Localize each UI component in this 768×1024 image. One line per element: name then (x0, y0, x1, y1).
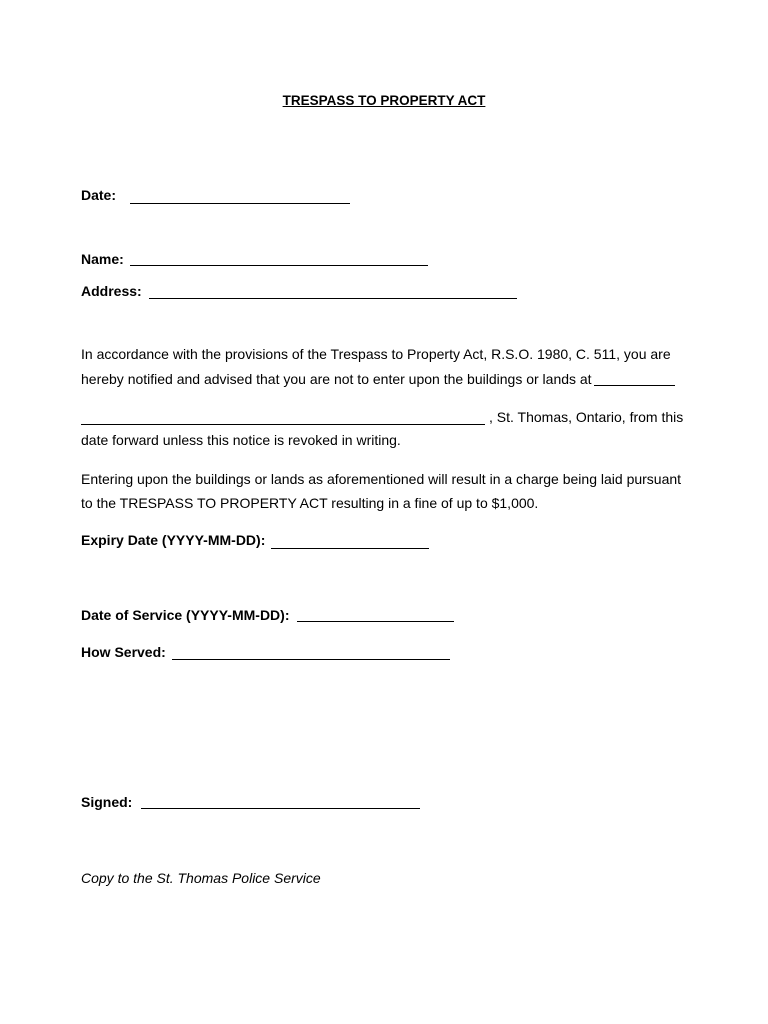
document-title: TRESPASS TO PROPERTY ACT (282, 93, 486, 108)
copy-note: Copy to the St. Thomas Police Service (81, 870, 321, 886)
paragraph1-line3-suffix: , St. Thomas, Ontario, from this (489, 409, 684, 425)
paragraph2-line1: Entering upon the buildings or lands as aforementioned will result in a charge being laid pursuant (81, 471, 682, 487)
date-of-service-field-line[interactable] (297, 621, 454, 622)
name-label: Name: (81, 251, 124, 267)
how-served-label: How Served: (81, 644, 166, 660)
signed-label: Signed: (81, 794, 133, 810)
date-label: Date: (81, 187, 117, 203)
date-field-line[interactable] (130, 203, 350, 204)
location-field-line-a[interactable] (594, 385, 675, 386)
paragraph1-line1: In accordance with the provisions of the Trespass to Property Act, R.S.O. 1980, C. 511, you are (81, 346, 671, 362)
name-field-line[interactable] (130, 265, 428, 266)
paragraph1-line4: date forward unless this notice is revoked in writing. (81, 432, 401, 448)
date-of-service-label: Date of Service (YYYY-MM-DD): (81, 607, 290, 623)
expiry-date-label: Expiry Date (YYYY-MM-DD): (81, 532, 266, 548)
address-label: Address: (81, 283, 142, 299)
address-field-line[interactable] (149, 298, 517, 299)
location-field-line-b[interactable] (81, 424, 485, 425)
paragraph1-line2: hereby notified and advised that you are not to enter upon the buildings or lands at (81, 371, 592, 387)
expiry-date-field-line[interactable] (271, 548, 429, 549)
paragraph2-line2: to the TRESPASS TO PROPERTY ACT resulting in a fine of up to $1,000. (81, 495, 539, 511)
how-served-field-line[interactable] (172, 659, 450, 660)
signature-field-line[interactable] (141, 808, 420, 809)
